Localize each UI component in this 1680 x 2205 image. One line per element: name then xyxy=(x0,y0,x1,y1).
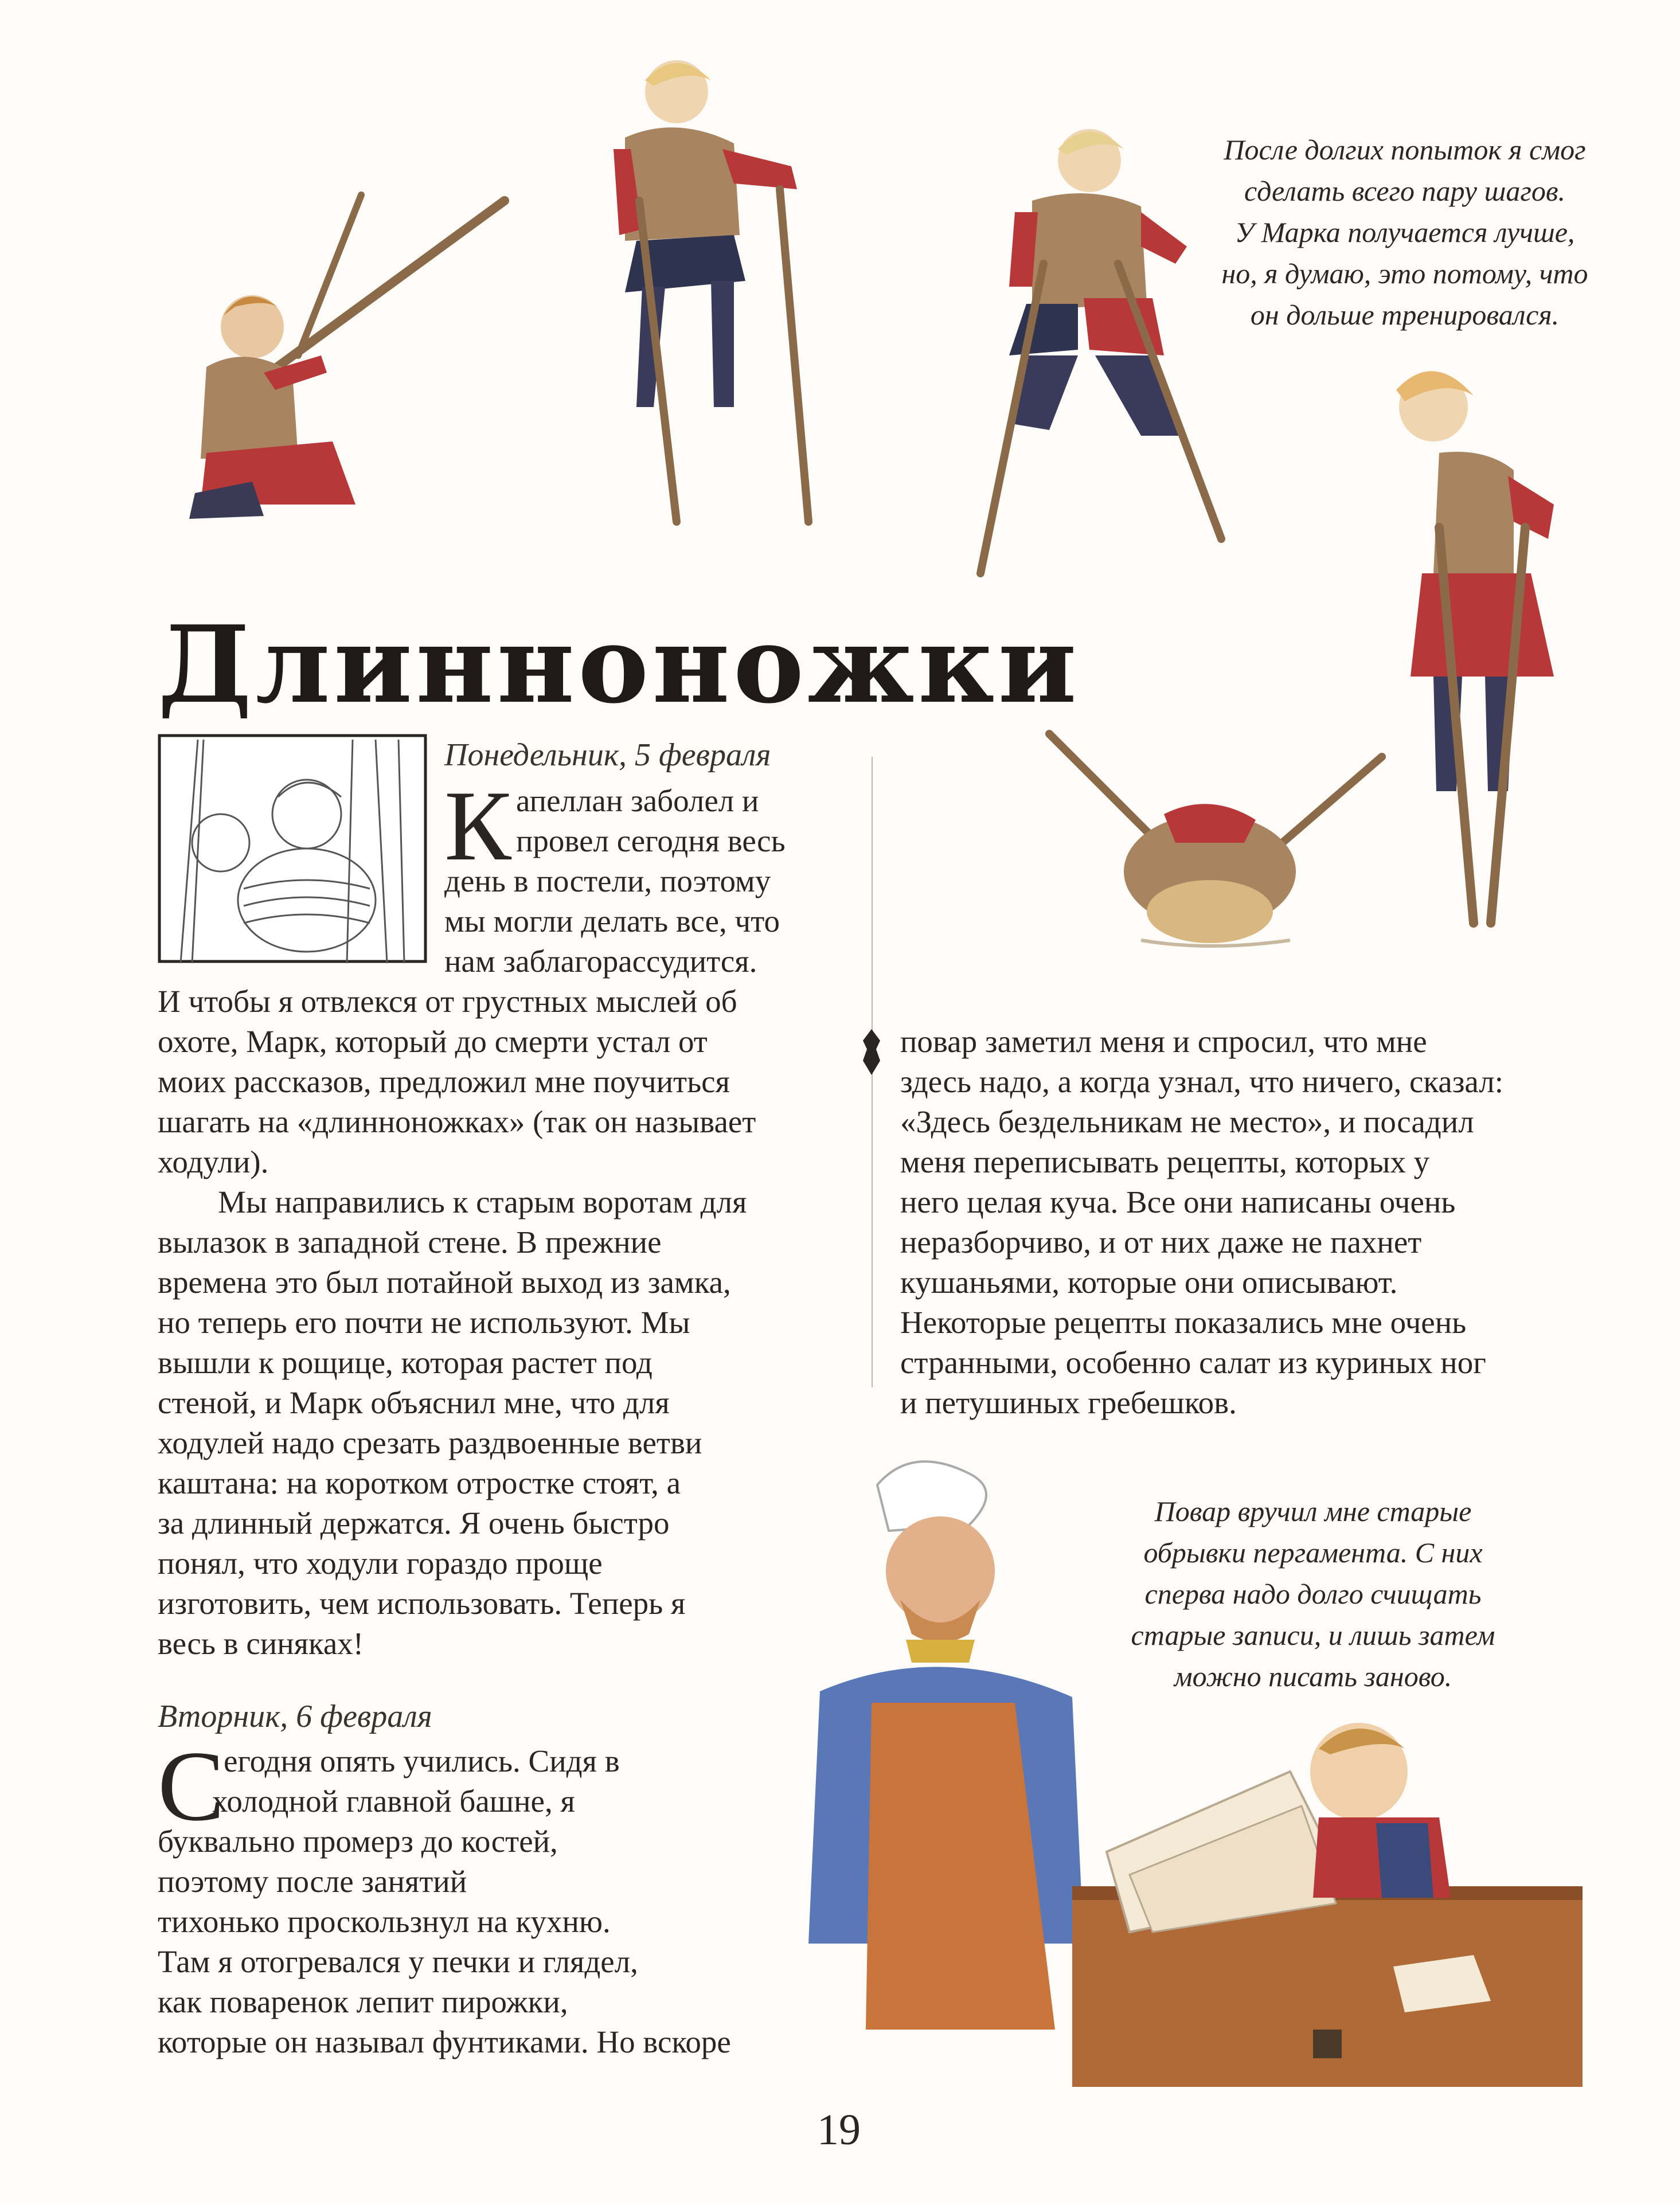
entry-date: Понедельник, 5 февраля xyxy=(444,737,771,773)
text-line: кушаньями, которые они описывают. xyxy=(900,1265,1398,1300)
text-line: Мы направились к старым воротам для xyxy=(218,1184,747,1219)
text-line: день в постели, поэтому xyxy=(444,863,771,898)
text-line: ходулей надо срезать раздвоенные ветви xyxy=(158,1425,702,1460)
caption-line: можно писать заново. xyxy=(1174,1660,1452,1692)
text-line: шагать на «длинноножках» (так он называет xyxy=(158,1104,756,1139)
text-line: «Здесь бездельникам не место», и посадил xyxy=(900,1104,1474,1139)
text-line: но теперь его почти не используют. Мы xyxy=(158,1305,690,1340)
text-line: апеллан заболел и xyxy=(516,783,759,818)
text-line: И чтобы я отвлекся от грустных мыслей об xyxy=(158,984,737,1019)
caption-line: сперва надо долго счищать xyxy=(1144,1578,1482,1610)
caption-line: Повар вручил мне старые xyxy=(1154,1495,1472,1527)
drop-cap: К xyxy=(444,770,511,881)
text-line: весь в синяках! xyxy=(158,1626,364,1661)
boy-kneeling-illustration xyxy=(183,183,539,527)
caption-line: он дольше тренировался. xyxy=(1250,299,1560,331)
text-line: как поваренок лепит пирожки, xyxy=(158,1984,568,2019)
text-line: провел сегодня весь xyxy=(516,823,786,858)
text-line: егодня опять учились. Сидя в xyxy=(224,1743,620,1778)
text-line: каштана: на коротком отростке стоят, а xyxy=(158,1465,681,1500)
text-line: тихонько проскользнул на кухню. xyxy=(158,1904,611,1939)
text-line: вышли к рощице, которая растет под xyxy=(158,1345,653,1380)
caption-line: После долгих попыток я смог xyxy=(1224,134,1586,166)
caption-line: но, я думаю, это потому, что xyxy=(1221,257,1588,290)
text-line: времена это был потайной выход из замка, xyxy=(158,1265,731,1300)
text-line: изготовить, чем использовать. Теперь я xyxy=(158,1586,686,1621)
text-line: Там я отогревался у печки и глядел, xyxy=(158,1944,638,1979)
text-line: ходули). xyxy=(158,1144,269,1179)
text-line: за длинный держатся. Я очень быстро xyxy=(158,1506,670,1541)
text-line: холодной главной башне, я xyxy=(212,1784,575,1819)
text-line: неразборчиво, и от них даже не пахнет xyxy=(900,1225,1422,1260)
eagle-ornament-icon xyxy=(860,1026,883,1078)
text-line: меня переписывать рецепты, которых у xyxy=(900,1144,1430,1179)
text-line: охоте, Марк, который до смерти устал от xyxy=(158,1024,708,1059)
caption-line: старые записи, и лишь затем xyxy=(1131,1619,1495,1651)
text-line: Некоторые рецепты показались мне очень xyxy=(900,1305,1467,1340)
text-line: мы могли делать все, что xyxy=(444,904,780,939)
text-line: него целая куча. Все они написаны очень xyxy=(900,1184,1456,1219)
text-line: моих рассказов, предложил мне поучиться xyxy=(158,1064,730,1099)
sketch-vignette-illustration xyxy=(158,734,427,963)
boy-fallen-illustration xyxy=(1038,722,1393,952)
text-line: вылазок в западной стене. В прежние xyxy=(158,1225,662,1260)
boy-on-stilts-illustration xyxy=(591,52,831,539)
text-line: понял, что ходули гораздо проще xyxy=(158,1546,603,1581)
text-line: поэтому после занятий xyxy=(158,1864,467,1899)
caption-line: обрывки пергамента. С них xyxy=(1143,1537,1483,1569)
text-line: и петушиных гребешков. xyxy=(900,1385,1237,1420)
stilts-caption xyxy=(1193,129,1617,335)
text-line: повар заметил меня и спросил, что мне xyxy=(900,1024,1427,1059)
text-line: нам заблагорассудится. xyxy=(444,944,757,979)
page-number: 19 xyxy=(817,2106,861,2154)
text-line: здесь надо, а когда узнал, что ничего, сказал: xyxy=(900,1064,1504,1099)
entry-date: Вторник, 6 февраля xyxy=(158,1699,432,1734)
page-title: Длинноножки xyxy=(158,602,1080,727)
cook-caption xyxy=(1089,1491,1537,1697)
text-line: стеной, и Марк объяснил мне, что для xyxy=(158,1385,670,1420)
caption-line: У Марка получается лучше, xyxy=(1234,216,1575,248)
text-line: которые он называл фунтиками. Но вскоре xyxy=(158,2024,731,2059)
text-line: буквально промерз до костей, xyxy=(158,1824,558,1859)
drop-cap: С xyxy=(158,1730,225,1842)
text-line: странными, особенно салат из куриных ног xyxy=(900,1345,1486,1380)
caption-line: сделать всего пару шагов. xyxy=(1244,175,1566,207)
